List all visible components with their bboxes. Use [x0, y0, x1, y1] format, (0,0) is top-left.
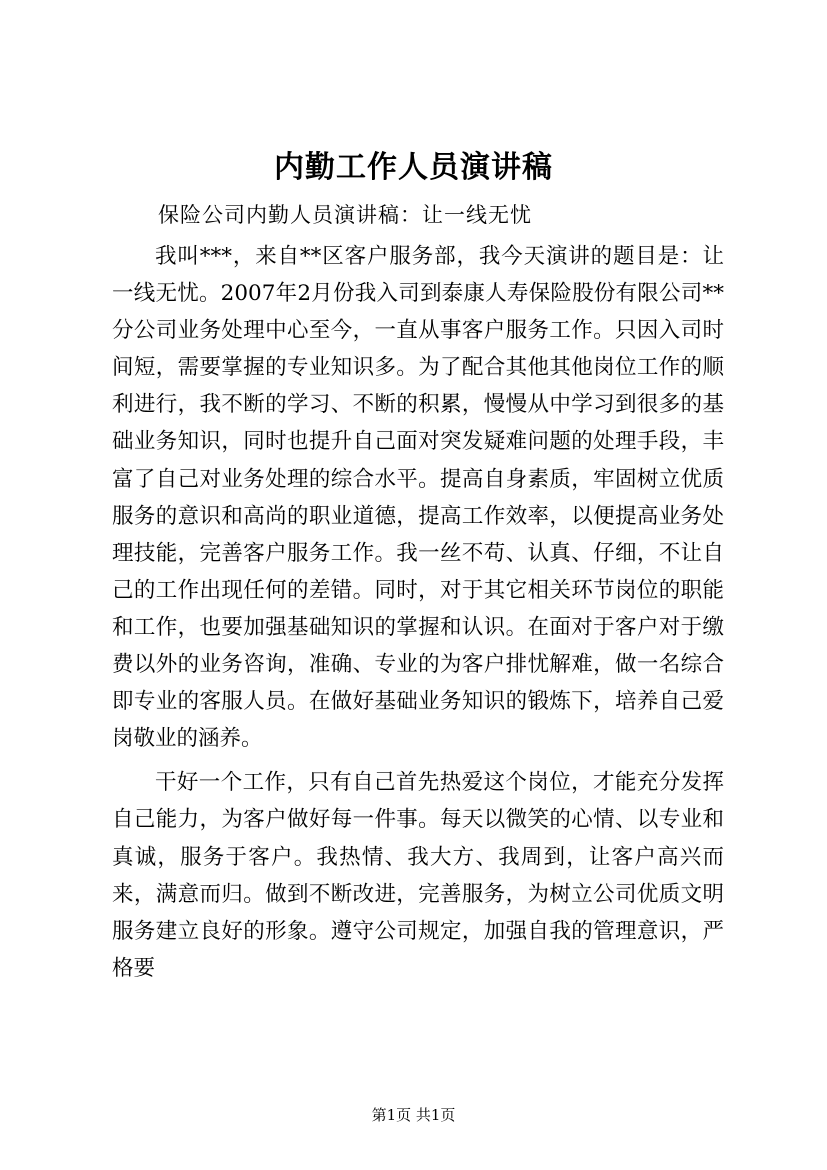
paragraph-1: 我叫***，来自**区客户服务部，我今天演讲的题目是：让一线无忧。2007年2月份我入司到泰康人寿保险股份有限公司**分公司业务处理中心至今，一直从事客户服务工作。只因入司时间短，需要掌握的专业知识多。为了配合其他其他岗位工作的顺利进行，我不断的学习、不断的积累，慢慢从中学习到很多的基础业务知识，同时也提升自己面对突发疑难问题的处理手段，丰富了自己对业务处理的综合水平。提高自身素质，牢固树立优质服务的意识和高尚的职业道德，提高工作效率，以便提高业务处理技能，完善客户服务工作。我一丝不苟、认真、仔细，不让自己的工作出现任何的差错。同时，对于其它相关环节岗位的职能和工作，也要加强基础知识的掌握和认识。在面对于客户对于缴费以外的业务咨询，准确、专业的为客户排忧解难，做一名综合即专业的客服人员。在做好基础业务知识的锻炼下，培养自己爱岗敬业的涵养。	[112, 244, 724, 752]
document-subtitle: 保险公司内勤人员演讲稿：让一线无忧	[158, 203, 532, 227]
document-title: 内勤工作人员演讲稿	[274, 150, 553, 185]
page-footer: 第1页 共1页	[371, 1106, 456, 1124]
paragraph-2: 干好一个工作，只有自己首先热爱这个岗位，才能充分发挥自己能力，为客户做好每一件事。每天以微笑的心情、以专业和真诚，服务于客户。我热情、我大方、我周到，让客户高兴而来，满意而归。做到不断改进，完善服务，为树立公司优质文明服务建立良好的形象。遵守公司规定，加强自我的管理意识，严格要	[112, 770, 724, 981]
document-body	[112, 238, 724, 987]
